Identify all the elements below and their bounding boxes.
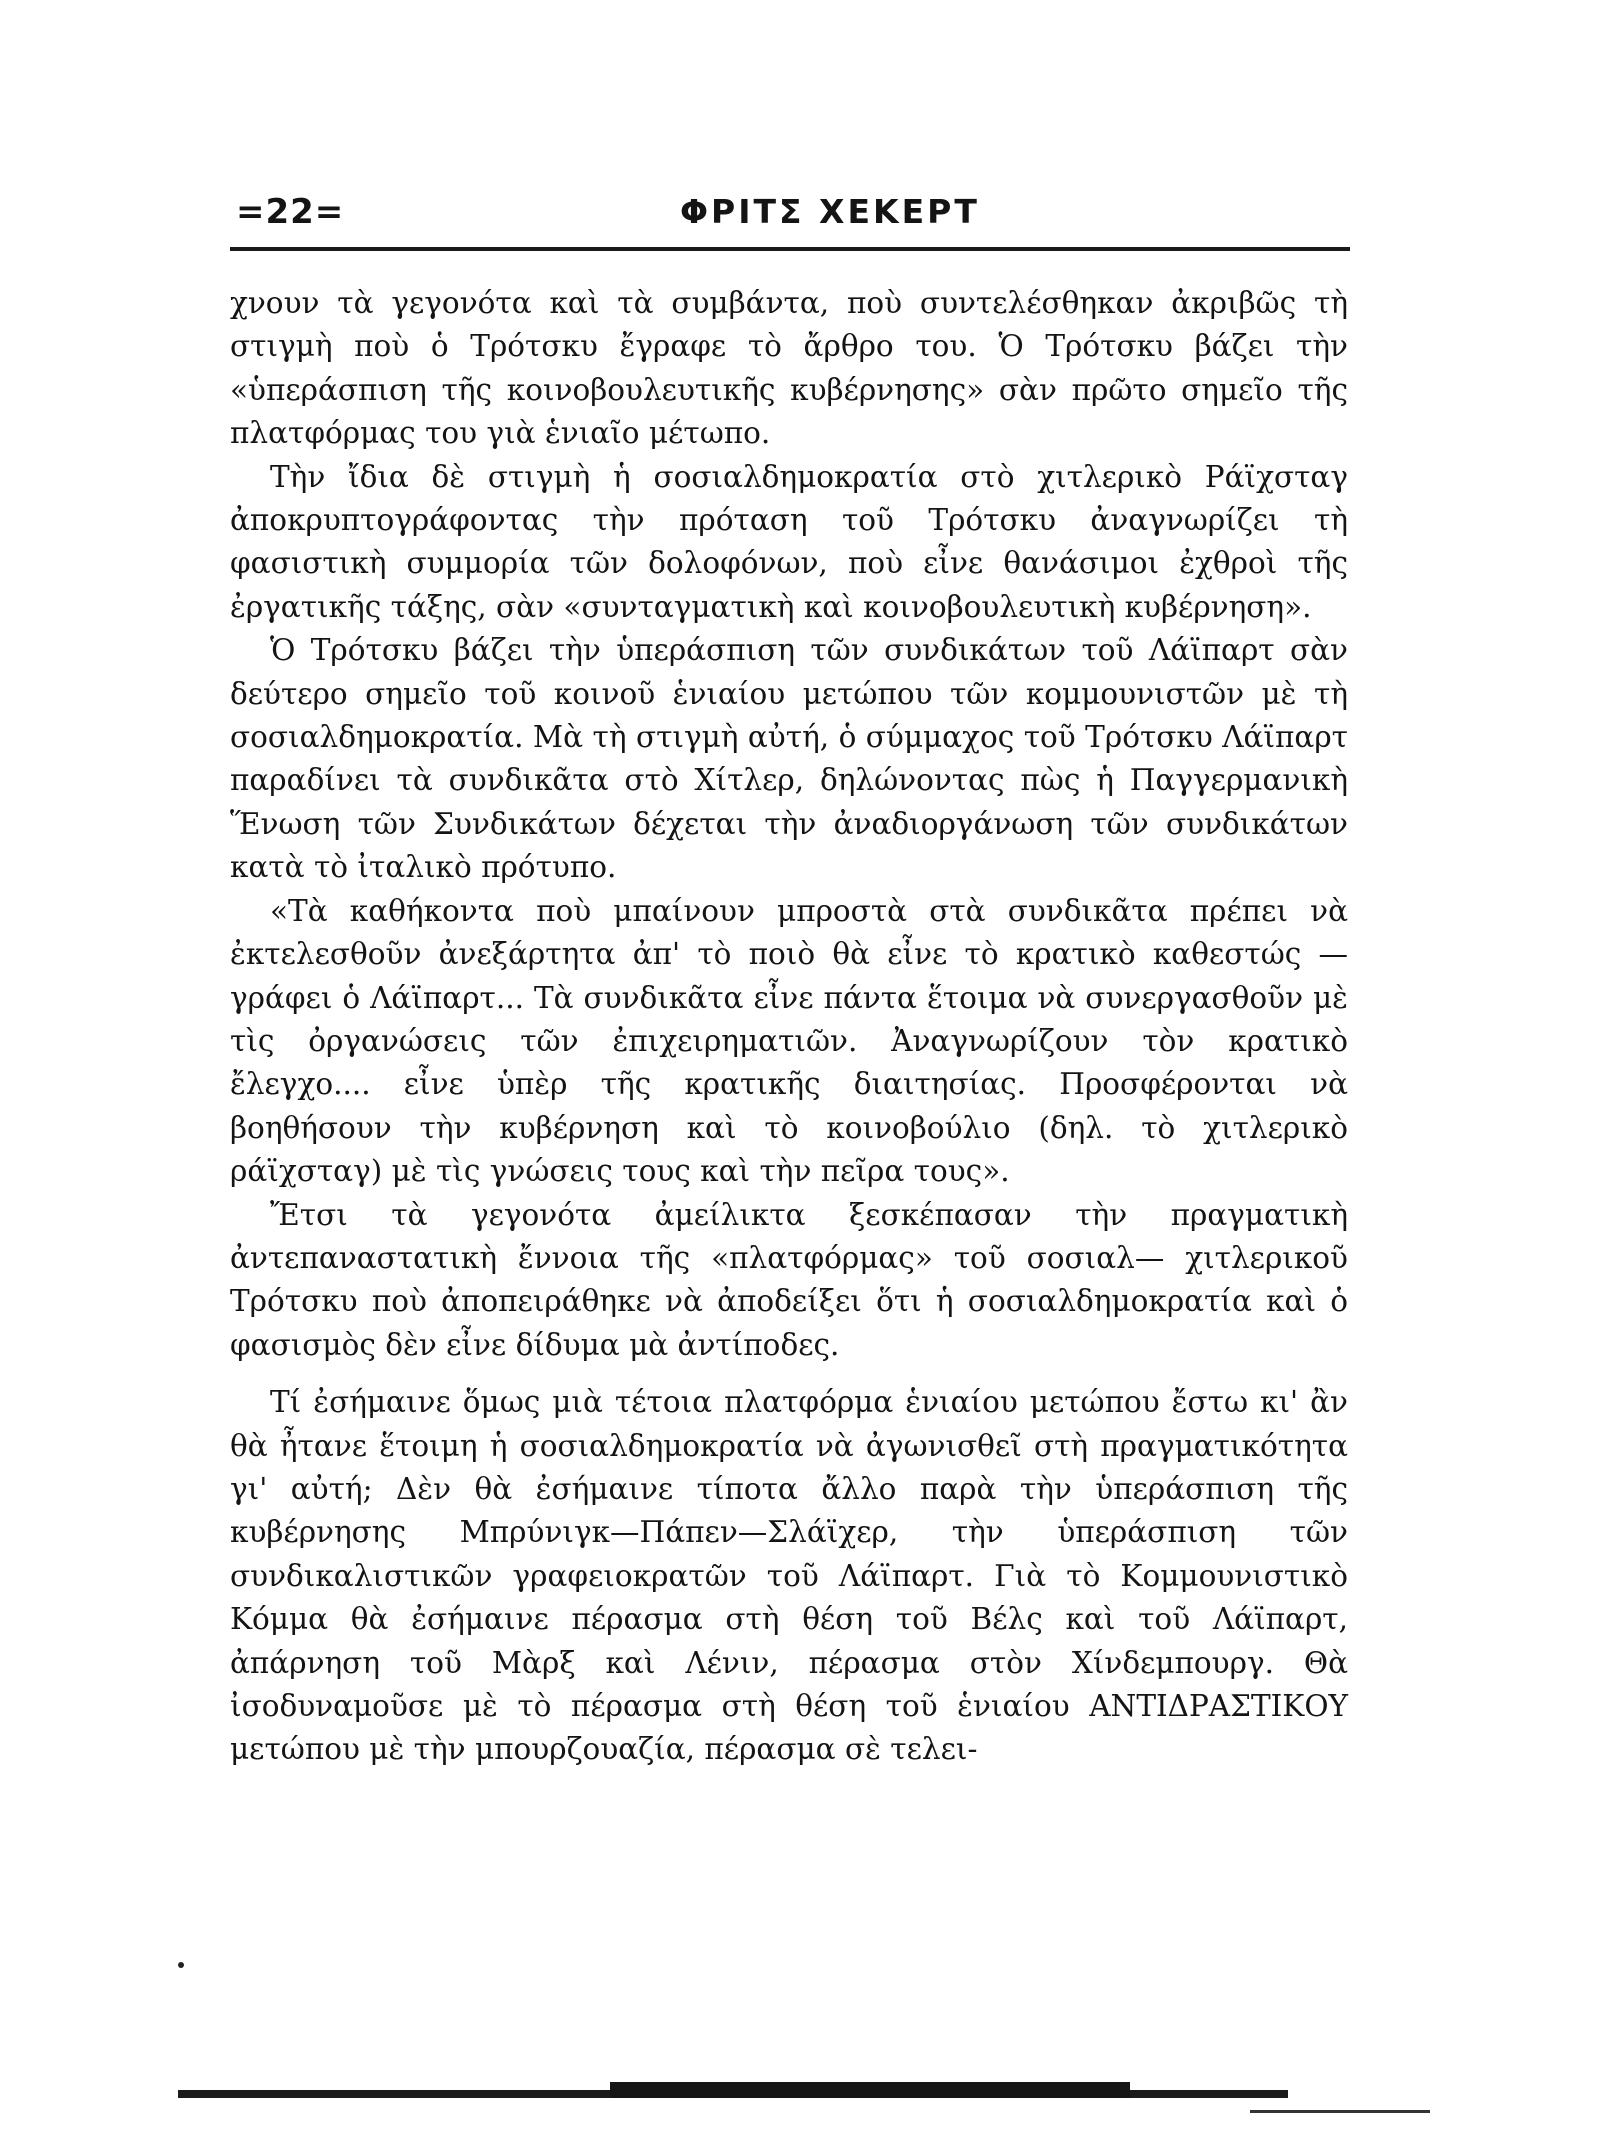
- header-rule: [230, 247, 1350, 251]
- scan-speck: [178, 1962, 184, 1968]
- running-head: ΦΡΙΤΣ ΧΕΚΕΡΤ: [680, 192, 980, 231]
- paragraph: Ὁ Τρότσκυ βάζει τὴν ὑπεράσπιση τῶν συνδικάτων τοῦ Λάϊπαρτ σὰν δεύτερο σημεῖο τοῦ κοινοῦ ἑνιαίου μετώπου τῶν κομμουνιστῶν μὲ τὴ σοσιαλδημοκρατία. Μὰ τὴ στιγμὴ αὐτή, ὁ σύμμαχος τοῦ Τρότσκυ Λάϊπαρτ παραδίνει τὰ συνδικᾶτα στὸ Χίτλερ, δηλώνοντας πὼς ἡ Παγγερμανικὴ Ἕνωση τῶν Συνδικάτων δέχεται τὴν ἀναδιοργάνωση τῶν συνδικάτων κατὰ τὸ ἰταλικὸ πρότυπο.: [230, 633, 1348, 885]
- scan-bottom-rule-thick: [610, 2082, 1130, 2098]
- paragraph: Τὴν ἴδια δὲ στιγμὴ ἡ σοσιαλδημοκρατία στὸ χιτλερικὸ Ράϊχσταγ ἀποκρυπτογράφοντας τὴν πρόταση τοῦ Τρότσκυ ἀναγνωρίζει τὴ φασιστικὴ συμμορία τῶν δολοφόνων, ποὺ εἶνε θανάσιμοι ἐχθροὶ τῆς ἐργατικῆς τάξης, σὰν «συνταγματικὴ καὶ κοινοβουλευτικὴ κυβέρνηση».: [230, 459, 1348, 624]
- paragraph: Ἔτσι τὰ γεγονότα ἀμείλικτα ξεσκέπασαν τὴν πραγματικὴ ἀντεπαναστατικὴ ἔννοια τῆς «πλατφόρμας» τοῦ σοσιαλ— χιτλερικοῦ Τρότσκυ ποὺ ἀποπειράθηκε νὰ ἀποδείξει ὅτι ἡ σοσιαλδημοκρατία καὶ ὁ φασισμὸς δὲν εἶνε δίδυμα μὰ ἀντίποδες.: [230, 1197, 1348, 1362]
- paragraph: Τί ἐσήμαινε ὅμως μιὰ τέτοια πλατφόρμα ἑνιαίου μετώπου ἔστω κι' ἂν θὰ ἦτανε ἕτοιμη ἡ σοσιαλδημοκρατία νὰ ἀγωνισθεῖ στὴ πραγματικότητα γι' αὐτή; Δὲν θὰ ἐσήμαινε τίποτα ἄλλο παρὰ τὴν ὑπεράσπιση τῆς κυβέρνησης Μπρύνιγκ—Πάπεν—Σλάϊχερ, τὴν ὑπεράσπιση τῶν συνδικαλιστικῶν γραφειοκρατῶν τοῦ Λάϊπαρτ. Γιὰ τὸ Κομμουνιστικὸ Κόμμα θὰ ἐσήμαινε πέρασμα στὴ θέση τοῦ Βέλς καὶ τοῦ Λάϊπαρτ, ἀπάρνηση τοῦ Μὰρξ καὶ Λένιν, πέρασμα στὸν Χίνδεμπουργ. Θὰ ἰσοδυναμοῦσε μὲ τὸ πέρασμα στὴ θέση τοῦ ἑνιαίου ΑΝΤΙΔΡΑΣΤΙΚΟΥ μετώπου μὲ τὴν μπουρζουαζία, πέρασμα σὲ τελει-: [230, 1385, 1348, 1767]
- page-number: =22=: [236, 192, 345, 232]
- paragraph: χνουν τὰ γεγονότα καὶ τὰ συμβάντα, ποὺ συντελέσθηκαν ἀκριβῶς τὴ στιγμὴ ποὺ ὁ Τρότσκυ ἔγραφε τὸ ἄρθρο του. Ὁ Τρότσκυ βάζει τὴν «ὑπεράσπιση τῆς κοινοβουλευτικῆς κυβέρνησης» σὰν πρῶτο σημεῖο τῆς πλατφόρμας του γιὰ ἑνιαῖο μέτωπο.: [230, 286, 1348, 451]
- scan-bottom-rule-tail: [1250, 2110, 1430, 2113]
- body-text: [230, 282, 1348, 1772]
- paragraph: «Τὰ καθήκοντα ποὺ μπαίνουν μπροστὰ στὰ συνδικᾶτα πρέπει νὰ ἐκτελεσθοῦν ἀνεξάρτητα ἀπ' τὸ ποιὸ θὰ εἶνε τὸ κρατικὸ καθεστώς — γράφει ὁ Λάϊπαρτ... Τὰ συνδικᾶτα εἶνε πάντα ἕτοιμα νὰ συνεργασθοῦν μὲ τὶς ὀργανώσεις τῶν ἐπιχειρηματιῶν. Ἀναγνωρίζουν τὸν κρατικὸ ἔλεγχο.... εἶνε ὑπὲρ τῆς κρατικῆς διαιτησίας. Προσφέρονται νὰ βοηθήσουν τὴν κυβέρνηση καὶ τὸ κοινοβούλιο (δηλ. τὸ χιτλερικὸ ράϊχσταγ) μὲ τὶς γνώσεις τους καὶ τὴν πεῖρα τους».: [230, 893, 1348, 1189]
- page-header: [230, 188, 1350, 238]
